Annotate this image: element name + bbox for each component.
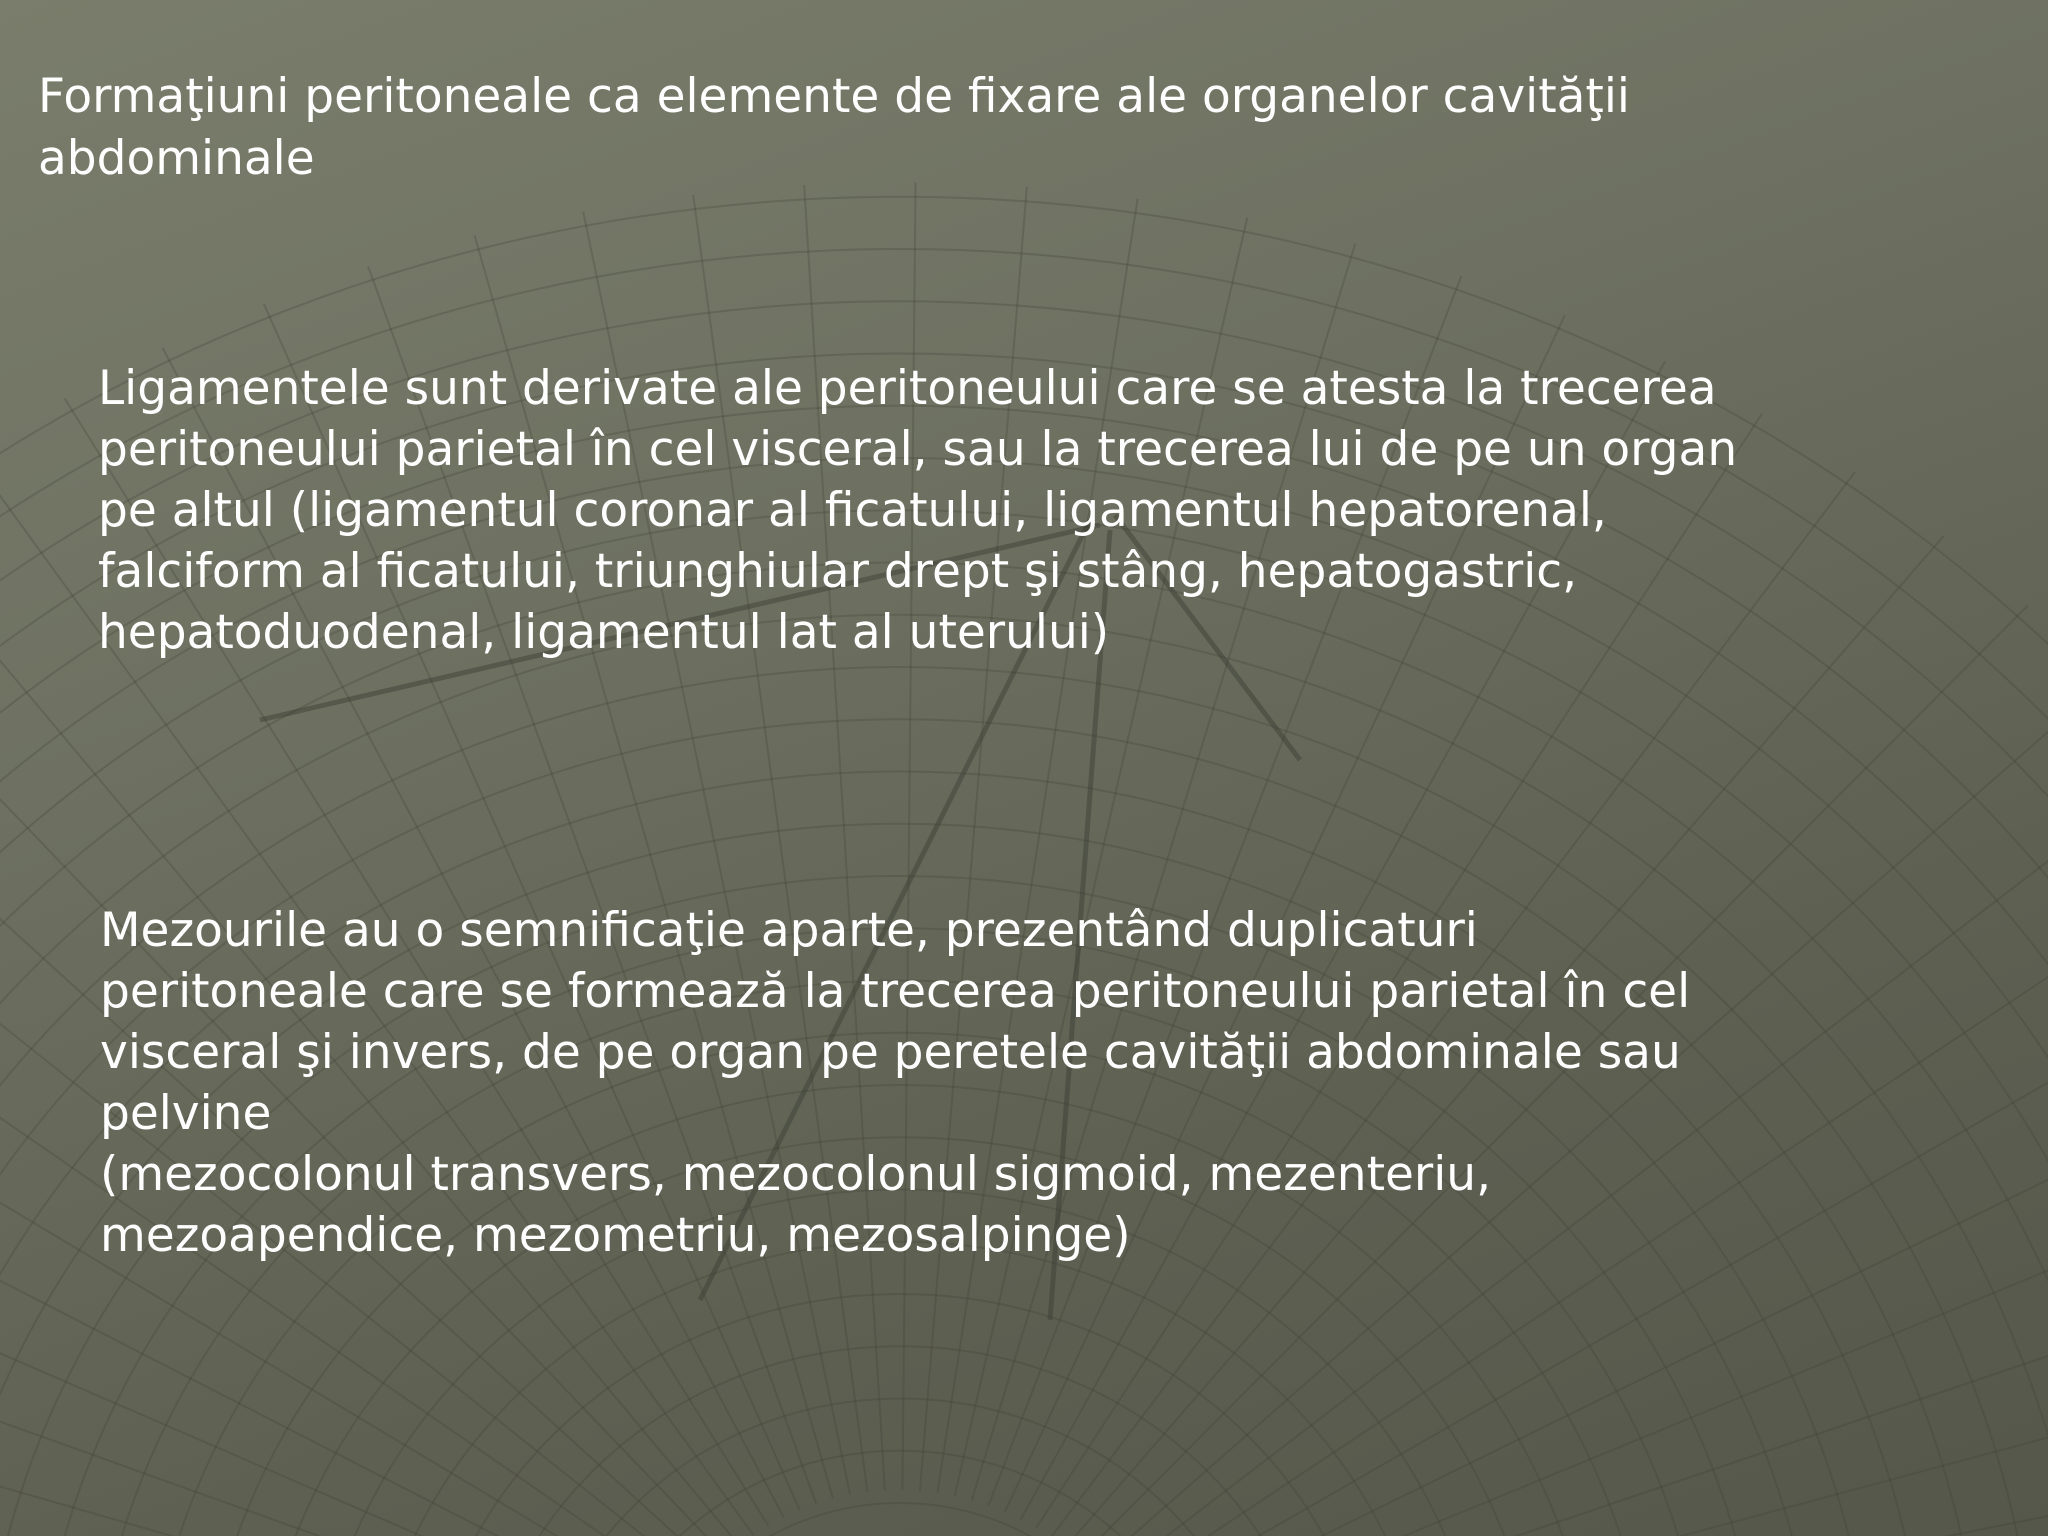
paragraph-line: peritoneului parietal în cel visceral, sau la trecerea lui de pe un organ xyxy=(98,422,1738,477)
grid-arc xyxy=(476,1346,1324,1536)
paragraph-line: hepatoduodenal, ligamentul lat al uterului) xyxy=(98,605,1110,660)
paragraph-line: mezoapendice, mezometriu, mezosalpinge) xyxy=(100,1208,1131,1263)
grid-ray xyxy=(0,1394,647,1536)
paragraph-line: Mezourile au o semnificaţie aparte, prezentând duplicaturi xyxy=(100,903,1478,958)
grid-ray xyxy=(0,1497,643,1536)
grid-ray xyxy=(0,1291,651,1536)
paragraph-line: pelvine xyxy=(100,1086,272,1141)
grid-arc xyxy=(421,1294,1379,1536)
grid-ray xyxy=(1157,1527,2048,1536)
grid-ray xyxy=(1150,1320,2048,1536)
ligaments-paragraph xyxy=(98,358,2018,663)
grid-arc xyxy=(641,1503,1160,1536)
slide-title-line: Formaţiuni peritoneale ca elemente de fixare ale organelor cavităţii xyxy=(38,69,1630,124)
paragraph-line: Ligamentele sunt derivate ale peritoneului care se atesta la trecerea xyxy=(98,361,1717,416)
slide-title xyxy=(38,66,1978,190)
mesenteries-paragraph xyxy=(100,900,2020,1266)
grid-ray xyxy=(1145,1219,2048,1536)
paragraph-line: peritoneale care se formează la trecerea peritoneului parietal în cel xyxy=(100,964,1691,1019)
slide-title-line: abdominale xyxy=(38,131,315,186)
paragraph-line: visceral şi invers, de pe organ pe peretele cavităţii abdominale sau xyxy=(100,1025,1681,1080)
paragraph-line: falciform al ficatului, triunghiular drept şi stâng, hepatogastric, xyxy=(98,544,1578,599)
paragraph-line: (mezocolonul transvers, mezocolonul sigmoid, mezenteriu, xyxy=(100,1147,1492,1202)
paragraph-line: pe altul (ligamentul coronar al ficatului, ligamentul hepatorenal, xyxy=(98,483,1607,538)
grid-arc xyxy=(531,1398,1270,1536)
grid-arc xyxy=(586,1451,1215,1536)
grid-ray xyxy=(1154,1422,2048,1536)
grid-arc xyxy=(366,1242,1434,1536)
